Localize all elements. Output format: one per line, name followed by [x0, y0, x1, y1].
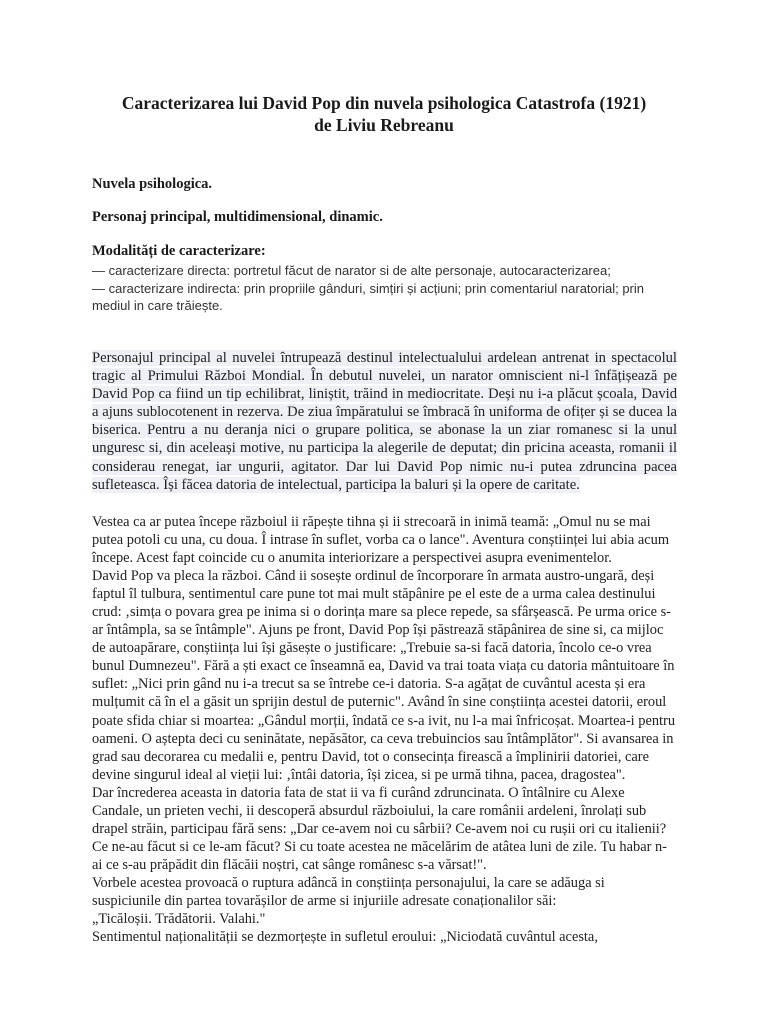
- title-line-1: Caracterizarea lui David Pop din nuvela psihologica Catastrofa (1921): [121, 93, 647, 113]
- paragraph: David Pop va pleca la război. Când ii sosește ordinul de încorporare în armata austro-ungară, deși faptul îl tulbura, sentimentul care pune tot mai mult stăpânire pe el este de a urma calea destinului crud: ‚simța o povara grea pe inima si o dorința mare sa plece repede, sa sfârșească. Pe urma orice s-ar întâmpla, sa se întâmple". Ajuns pe front, David Pop își păstrează stăpânirea de sine si, ca mijloc de autoapărare, conștiința lui își găsește o justificare: „Trebuie sa-si facă datoria, încolo ce-o vrea bunul Dumnezeu". Fără a ști exact ce înseamnă ea, David va trai toata viața cu datoria mântuitoare în suflet: „Nici prin gând nu i-a trecut sa se întrebe ce-i datoria. S-a agățat de cuvântul acesta și era mulțumit că în el a găsit un sprijin destul de puternic". Având în sine conștiința acestei datorii, eroul poate sfida chiar si moartea: „Gândul morții, îndată ce s-a ivit, nu l-a mai înfricoșat. Moartea-i pentru oameni. O aștepta deci cu seninătate, nepăsător, ca ceva trebuincios sau întâmplător". Si avansarea in grad sau decorarea cu medalii e, pentru David, tot o consecința firească a împlinirii datoriei, care devine singurul ideal al vieții lui: ‚întâi datoria, își zicea, si pe urmă tihna, pacea, dragostea".: [92, 568, 676, 783]
- paragraph: Dar încrederea aceasta in datoria fata de stat ii va fi curând zdruncinata. O întâlnire cu Alexe Candale, un prieten vechi, ii descoperă absurdul războiului, la care românii ardeleni, înrolați sub drapel străin, participau fără sens: „Dar ce-avem noi cu sârbii? Ce-avem noi cu rușii ori cu italienii? Ce ne-au făcut si ce le-am făcut? Si cu toate acestea ne măcelărim de atâtea luni de zile. Tu habar n-ai ce s-au prăpădit din flăcăii noștri, cat sânge românesc s-a vărsat!".: [92, 784, 667, 873]
- intro-paragraph-text: Personajul principal al nuvelei întrupează destinul intelectualului ardelean antrenat in spectacolul tragic al Primului Război Mondial. În debutul nuvelei, un narator omniscient ni-l înfățișează pe David Pop ca fiind un tip echilibrat, liniștit, trăind in mediocritate. Deși nu i-a plăcut școala, David a ajuns sublocotenent in rezerva. De ziua împăratului se îmbracă în uniforma de ofițer și se ducea la biserica. Pentru a nu deranja nici o grupare politica, se abonase la un ziar romanesc si la unul unguresc si, din aceleași motive, nu participa la alegerile de deputat; din pricina aceasta, romanii il considerau renegat, iar ungurii, agitator. Dar lui David Pop nimic nu-i putea zdruncina pacea sufleteasca. Își făcea datoria de intelectual, participa la baluri și la opere de caritate.: [92, 350, 677, 493]
- document-title: [60, 92, 708, 136]
- paragraph: „Ticăloșii. Trădătorii. Valahi.": [92, 911, 266, 928]
- body-text: [92, 513, 677, 946]
- method-direct: — caracterizare directa: portretul făcut de narator si de alte personaje, autocaracterizarea;: [92, 263, 611, 278]
- genre-line: Nuvela psihologica.: [92, 176, 213, 192]
- method-indirect: — caracterizare indirecta: prin propriile gânduri, simțiri și acțiuni; prin comentariul naratorial; prin mediul in care trăiește.: [92, 280, 644, 313]
- paragraph: Vorbele acestea provoacă o ruptura adâncă in conștiința personajului, la care se adăuga si suspiciunile din partea tovarășilor de arme si injuriile adresate conaționalilor săi:: [92, 874, 605, 909]
- title-line-2: de Liviu Rebreanu: [314, 115, 454, 135]
- intro-paragraph: [92, 349, 677, 494]
- methods-list: [92, 262, 672, 315]
- methods-heading: Modalități de caracterizare:: [92, 243, 266, 259]
- paragraph: Vestea ca ar putea începe războiul ii răpește tihna și ii strecoară in inimă teamă: „Omul nu se mai putea potoli cu una, cu doua. Î intrase în suflet, vorba ca o lance". Aventura conștiinței lui abia acum începe. Acest fapt coincide cu o anumita interiorizare a perspectivei asupra evenimentelor.: [92, 514, 670, 567]
- character-type-line: Personaj principal, multidimensional, dinamic.: [92, 209, 383, 225]
- paragraph: Sentimentul naționalității se dezmorțește in sufletul eroului: „Niciodată cuvântul acesta,: [92, 929, 598, 946]
